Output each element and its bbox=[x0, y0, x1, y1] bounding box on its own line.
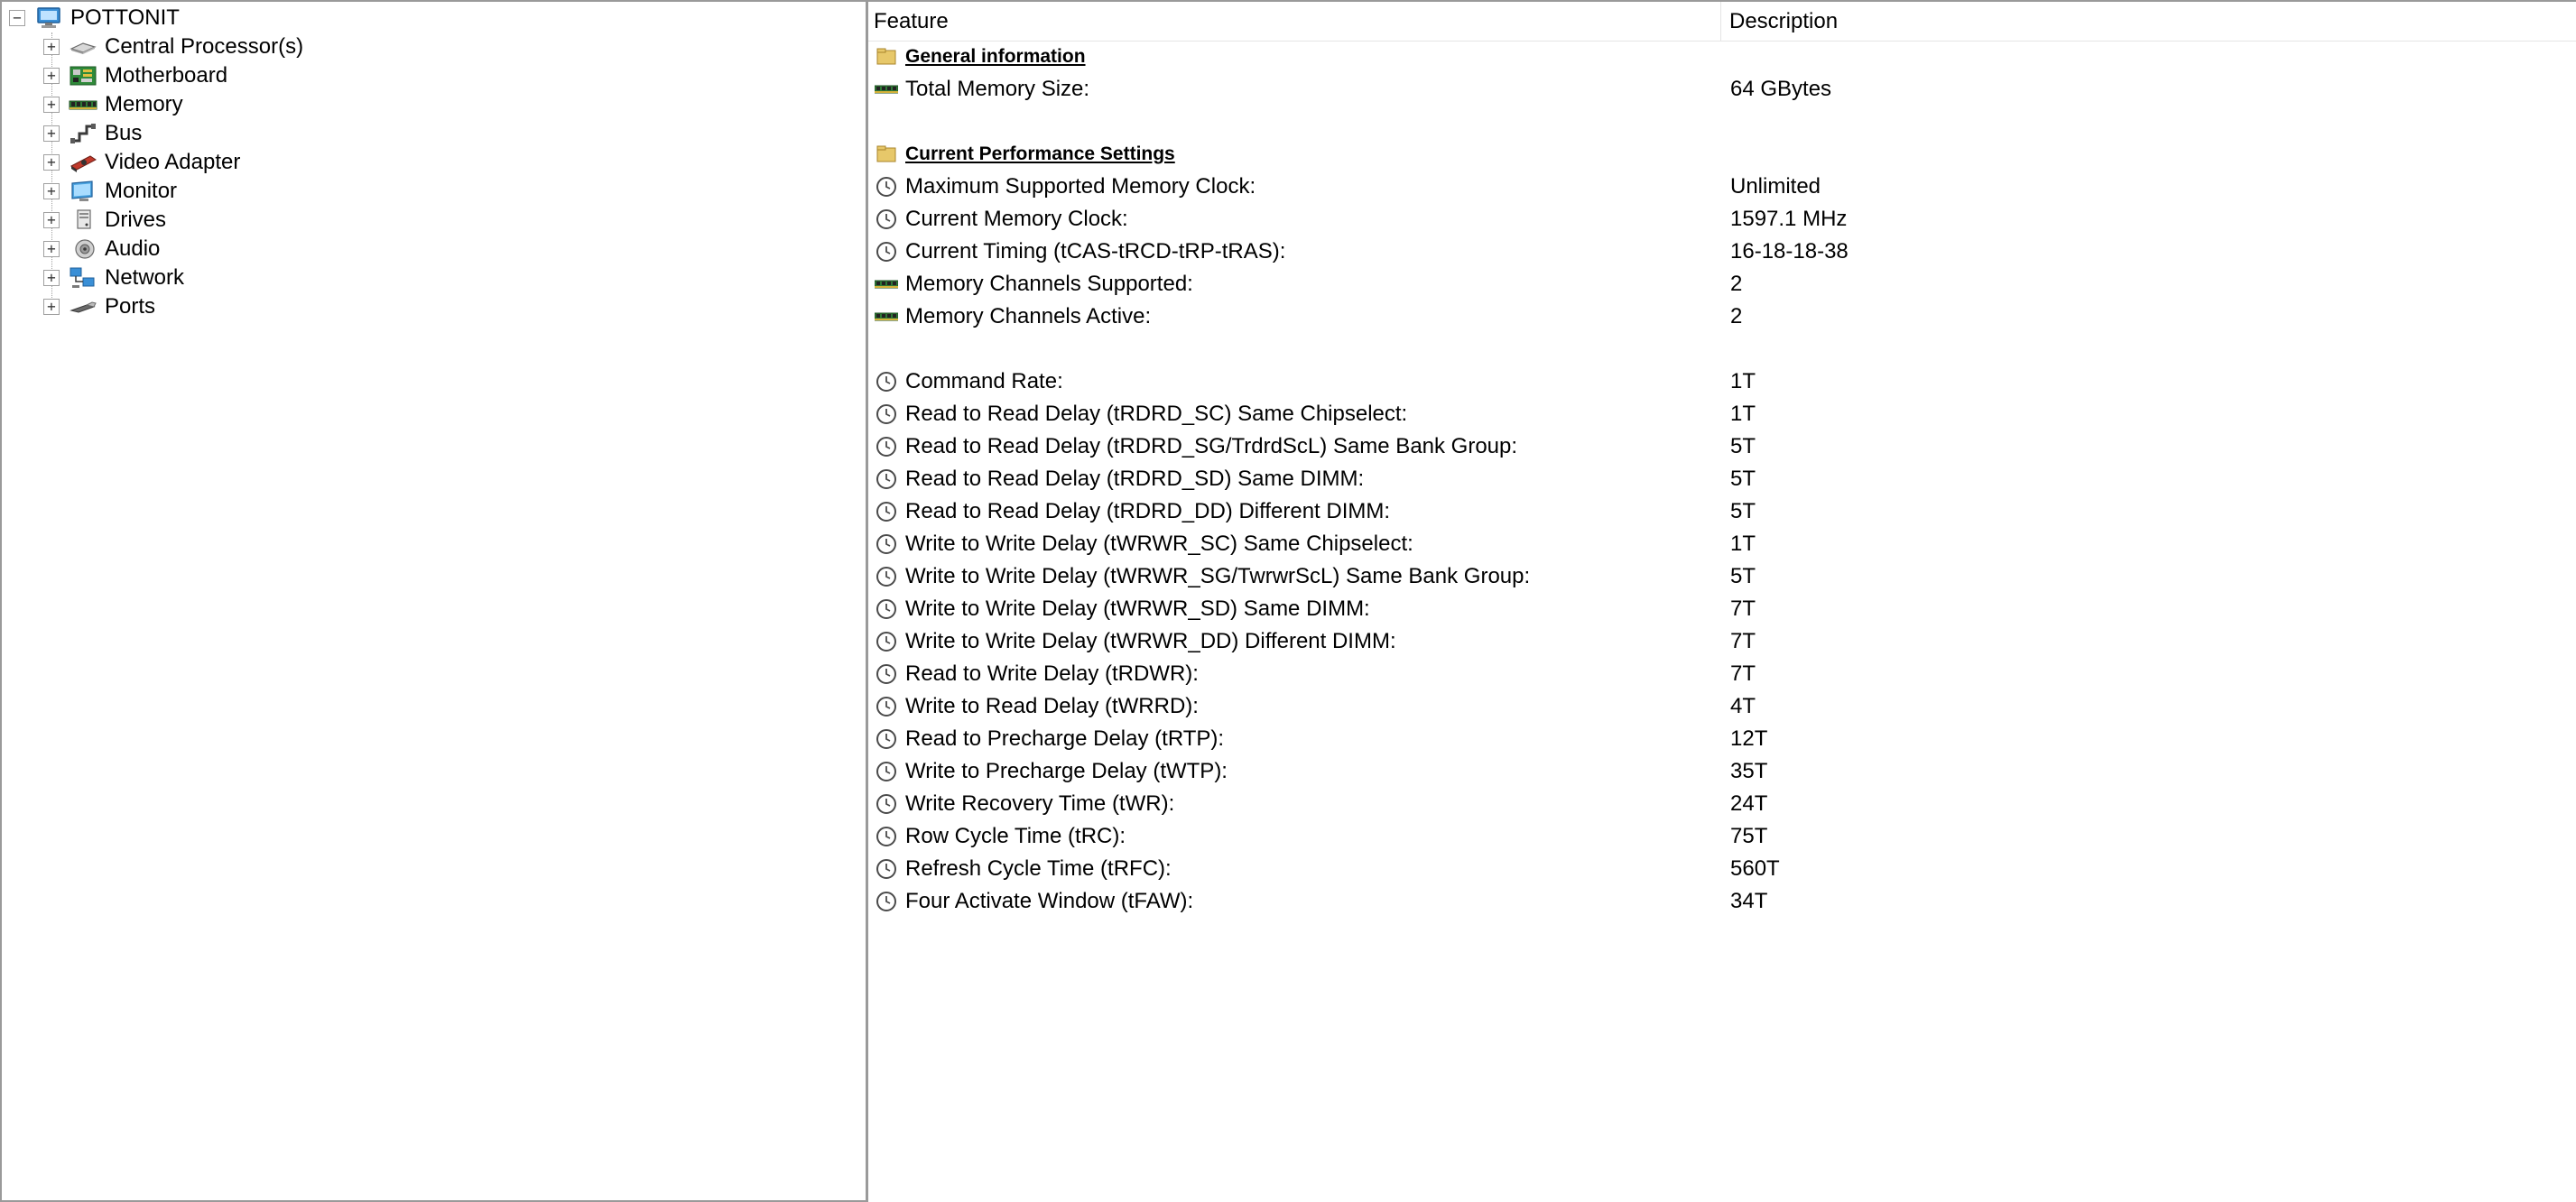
tree-item-ports[interactable] bbox=[2, 292, 866, 321]
section-header-current-performance-settings[interactable] bbox=[868, 138, 2576, 171]
table-row[interactable] bbox=[868, 690, 2576, 723]
tree-item-label: Central Processor(s) bbox=[105, 34, 304, 59]
video-adapter-icon bbox=[69, 152, 97, 173]
clock-icon bbox=[875, 727, 898, 751]
feature-value: 35T bbox=[1730, 759, 1768, 783]
feature-value: 2 bbox=[1730, 272, 1743, 296]
column-header-feature[interactable]: Feature bbox=[868, 2, 1721, 42]
table-row[interactable] bbox=[868, 300, 2576, 333]
row-spacer bbox=[868, 333, 2576, 365]
feature-label: Read to Write Delay (tRDWR): bbox=[905, 661, 1199, 686]
clock-icon bbox=[875, 402, 898, 426]
clock-icon bbox=[875, 500, 898, 523]
table-row[interactable] bbox=[868, 430, 2576, 463]
section-rows-performance bbox=[868, 171, 2576, 333]
collapse-icon[interactable]: − bbox=[9, 10, 25, 26]
feature-value: 1T bbox=[1730, 402, 1756, 426]
feature-label: Read to Read Delay (tRDRD_SG/TrdrdScL) Same Bank Group: bbox=[905, 434, 1518, 458]
tree-item-drives[interactable] bbox=[2, 206, 866, 235]
feature-label: Write to Write Delay (tWRWR_SG/TwrwrScL) Same Bank Group: bbox=[905, 564, 1531, 588]
feature-label: Memory Channels Active: bbox=[905, 304, 1152, 328]
table-row[interactable] bbox=[868, 268, 2576, 300]
feature-value: 7T bbox=[1730, 661, 1756, 686]
tree-item-label: Memory bbox=[105, 92, 183, 116]
tree-item-label: Bus bbox=[105, 121, 143, 145]
feature-label: Current Memory Clock: bbox=[905, 207, 1128, 231]
tree-item-audio[interactable] bbox=[2, 235, 866, 264]
memory-module-icon bbox=[875, 273, 898, 296]
memory-module-icon bbox=[875, 305, 898, 328]
tree-item-label: Drives bbox=[105, 208, 167, 232]
clock-icon bbox=[875, 208, 898, 231]
table-row[interactable] bbox=[868, 593, 2576, 625]
drives-icon bbox=[69, 209, 97, 231]
table-row[interactable] bbox=[868, 203, 2576, 236]
expand-icon[interactable]: + bbox=[43, 299, 60, 315]
feature-label: Read to Read Delay (tRDRD_SD) Same DIMM: bbox=[905, 467, 1365, 491]
feature-value: 5T bbox=[1730, 564, 1756, 588]
feature-value: 560T bbox=[1730, 856, 1780, 881]
table-row[interactable] bbox=[868, 885, 2576, 918]
feature-label: Write Recovery Time (tWR): bbox=[905, 791, 1175, 816]
tree-item-label: Motherboard bbox=[105, 63, 228, 88]
feature-value: 4T bbox=[1730, 694, 1756, 718]
table-row[interactable] bbox=[868, 723, 2576, 755]
computer-icon bbox=[34, 7, 63, 29]
clock-icon bbox=[875, 370, 898, 393]
cpu-icon bbox=[69, 36, 97, 58]
tree-item-monitor[interactable] bbox=[2, 177, 866, 206]
feature-label: Write to Write Delay (tWRWR_DD) Different DIMM: bbox=[905, 629, 1396, 653]
table-row[interactable] bbox=[868, 171, 2576, 203]
table-row[interactable] bbox=[868, 625, 2576, 658]
details-list-view[interactable] bbox=[867, 0, 2576, 1202]
feature-label: Row Cycle Time (tRC): bbox=[905, 824, 1126, 848]
feature-value: 64 GBytes bbox=[1730, 77, 1832, 101]
feature-value: 7T bbox=[1730, 596, 1756, 621]
feature-value: 34T bbox=[1730, 889, 1768, 913]
feature-value: 2 bbox=[1730, 304, 1743, 328]
folder-icon bbox=[875, 45, 898, 69]
clock-icon bbox=[875, 760, 898, 783]
bus-icon bbox=[69, 123, 97, 144]
tree-item-bus[interactable] bbox=[2, 119, 866, 148]
feature-label: Write to Write Delay (tWRWR_SD) Same DIMM: bbox=[905, 596, 1370, 621]
feature-label: Write to Read Delay (tWRRD): bbox=[905, 694, 1199, 718]
section-title: General information bbox=[905, 46, 1086, 67]
feature-value: 5T bbox=[1730, 499, 1756, 523]
feature-value: 16-18-18-38 bbox=[1730, 239, 1849, 264]
feature-value: 75T bbox=[1730, 824, 1768, 848]
expand-icon[interactable]: + bbox=[43, 270, 60, 286]
clock-icon bbox=[875, 435, 898, 458]
feature-value: 1T bbox=[1730, 532, 1756, 556]
clock-icon bbox=[875, 890, 898, 913]
table-row[interactable] bbox=[868, 236, 2576, 268]
clock-icon bbox=[875, 532, 898, 556]
feature-label: Maximum Supported Memory Clock: bbox=[905, 174, 1256, 199]
feature-label: Total Memory Size: bbox=[905, 77, 1090, 101]
clock-icon bbox=[875, 240, 898, 264]
feature-value: 5T bbox=[1730, 434, 1756, 458]
expand-icon[interactable]: + bbox=[43, 97, 60, 113]
audio-icon bbox=[69, 238, 97, 260]
feature-value: 24T bbox=[1730, 791, 1768, 816]
feature-value: 7T bbox=[1730, 629, 1756, 653]
tree-item-motherboard[interactable] bbox=[2, 61, 866, 90]
clock-icon bbox=[875, 467, 898, 491]
clock-icon bbox=[875, 565, 898, 588]
clock-icon bbox=[875, 597, 898, 621]
monitor-icon bbox=[69, 180, 97, 202]
tree-root-item[interactable] bbox=[9, 4, 180, 32]
memory-module-icon bbox=[875, 78, 898, 101]
expand-icon[interactable]: + bbox=[43, 68, 60, 84]
expand-icon[interactable]: + bbox=[43, 154, 60, 171]
feature-label: Write to Write Delay (tWRWR_SC) Same Chipselect: bbox=[905, 532, 1413, 556]
clock-icon bbox=[875, 175, 898, 199]
expand-icon[interactable]: + bbox=[43, 241, 60, 257]
tree-item-central-processors[interactable] bbox=[2, 32, 866, 61]
clock-icon bbox=[875, 695, 898, 718]
feature-label: Read to Read Delay (tRDRD_SC) Same Chipselect: bbox=[905, 402, 1408, 426]
table-row[interactable] bbox=[868, 528, 2576, 560]
section-title: Current Performance Settings bbox=[905, 143, 1175, 164]
feature-label: Write to Precharge Delay (tWTP): bbox=[905, 759, 1228, 783]
table-row[interactable] bbox=[868, 365, 2576, 398]
feature-label: Command Rate: bbox=[905, 369, 1063, 393]
feature-label: Current Timing (tCAS-tRCD-tRP-tRAS): bbox=[905, 239, 1286, 264]
table-row[interactable] bbox=[868, 495, 2576, 528]
feature-value: 12T bbox=[1730, 726, 1768, 751]
clock-icon bbox=[875, 662, 898, 686]
feature-label: Refresh Cycle Time (tRFC): bbox=[905, 856, 1172, 881]
feature-label: Read to Read Delay (tRDRD_DD) Different DIMM: bbox=[905, 499, 1391, 523]
tree-item-network[interactable] bbox=[2, 264, 866, 292]
row-spacer bbox=[868, 106, 2576, 138]
hardware-tree[interactable] bbox=[0, 0, 867, 1202]
details-rows bbox=[868, 41, 2576, 918]
tree-item-label: Video Adapter bbox=[105, 150, 241, 174]
feature-value: 1597.1 MHz bbox=[1730, 207, 1848, 231]
expand-icon[interactable]: + bbox=[43, 183, 60, 199]
network-icon bbox=[69, 267, 97, 289]
tree-item-memory[interactable] bbox=[2, 90, 866, 119]
expand-icon[interactable]: + bbox=[43, 39, 60, 55]
ports-icon bbox=[69, 296, 97, 318]
table-row[interactable] bbox=[868, 398, 2576, 430]
memory-icon bbox=[69, 94, 97, 116]
table-row[interactable] bbox=[868, 788, 2576, 820]
tree-item-video-adapter[interactable] bbox=[2, 148, 866, 177]
feature-label: Four Activate Window (tFAW): bbox=[905, 889, 1194, 913]
clock-icon bbox=[875, 857, 898, 881]
table-row[interactable] bbox=[868, 73, 2576, 106]
table-row[interactable] bbox=[868, 463, 2576, 495]
feature-value: 5T bbox=[1730, 467, 1756, 491]
table-row[interactable] bbox=[868, 658, 2576, 690]
clock-icon bbox=[875, 825, 898, 848]
clock-icon bbox=[875, 792, 898, 816]
tree-children bbox=[2, 32, 866, 321]
feature-label: Read to Precharge Delay (tRTP): bbox=[905, 726, 1225, 751]
column-header-row bbox=[868, 2, 2576, 42]
section-rows-timings bbox=[868, 365, 2576, 918]
feature-value: Unlimited bbox=[1730, 174, 1821, 199]
tree-item-label: Audio bbox=[105, 236, 161, 261]
tree-item-label: Monitor bbox=[105, 179, 178, 203]
tree-item-label: Ports bbox=[105, 294, 156, 319]
tree-item-label: Network bbox=[105, 265, 185, 290]
folder-icon bbox=[875, 143, 898, 166]
clock-icon bbox=[875, 630, 898, 653]
expand-icon[interactable]: + bbox=[43, 212, 60, 228]
tree-root-label: POTTONIT bbox=[70, 5, 180, 30]
table-row[interactable] bbox=[868, 560, 2576, 593]
section-header-general-information[interactable] bbox=[868, 41, 2576, 73]
table-row[interactable] bbox=[868, 755, 2576, 788]
feature-label: Memory Channels Supported: bbox=[905, 272, 1193, 296]
column-header-description[interactable]: Description bbox=[1729, 9, 1839, 33]
table-row[interactable] bbox=[868, 853, 2576, 885]
motherboard-icon bbox=[69, 65, 97, 87]
table-row[interactable] bbox=[868, 820, 2576, 853]
expand-icon[interactable]: + bbox=[43, 125, 60, 142]
feature-value: 1T bbox=[1730, 369, 1756, 393]
